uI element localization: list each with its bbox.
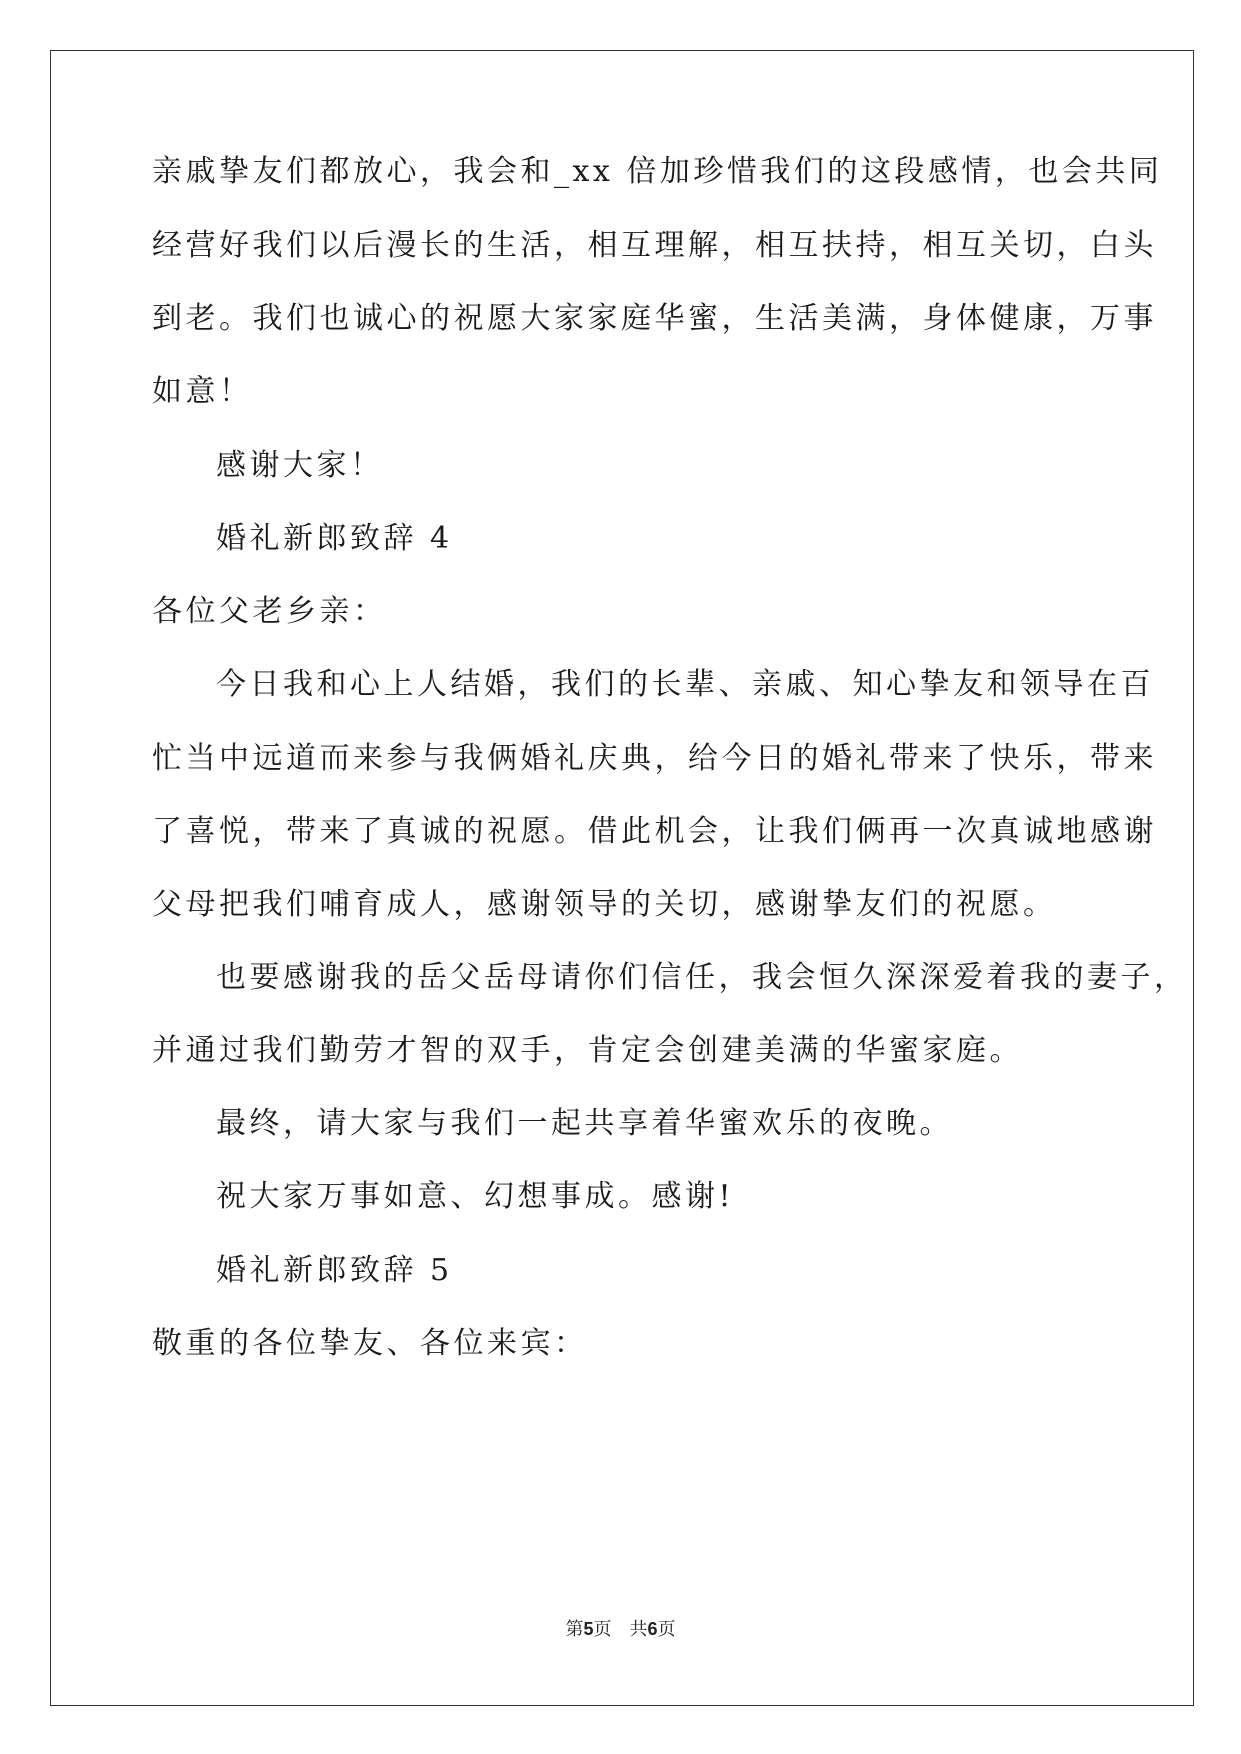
page-label-suffix: 页 [657,1619,676,1640]
current-page-number: 5 [583,1619,594,1639]
paragraph-line: 如意！ [152,374,253,409]
paragraph-line: 经营好我们以后漫长的生活，相互理解，相互扶持，相互关切，白头 [152,228,1157,263]
paragraph-line: 今日我和心上人结婚，我们的长辈、亲戚、知心挚友和领导在百 [216,667,1154,702]
page-label-prefix: 第 [565,1619,584,1640]
paragraph-line: 也要感谢我的岳父岳母请你们信任，我会恒久深深爱着我的妻子， [216,960,1188,995]
paragraph-line: 感谢大家！ [216,448,384,483]
total-page-number: 6 [647,1619,658,1639]
paragraph-line: 了喜悦，带来了真诚的祝愿。借此机会，让我们俩再一次真诚地感谢 [152,814,1157,849]
salutation: 各位父老乡亲： [152,594,387,629]
section-heading: 婚礼新郎致辞 4 [216,521,453,556]
salutation: 敬重的各位挚友、各位来宾： [152,1326,588,1361]
paragraph-line: 父母把我们哺育成人，感谢领导的关切，感谢挚友们的祝愿。 [152,887,1057,922]
paragraph-line: 并通过我们勤劳才智的双手，肯定会创建美满的华蜜家庭。 [152,1033,1023,1068]
page-footer [0,1617,1241,1642]
paragraph-line: 亲戚挚友们都放心，我会和_xx 倍加珍惜我们的这段感情，也会共同 [152,154,1163,189]
page-label-mid: 页 共 [593,1619,648,1640]
paragraph-line: 最终，请大家与我们一起共享着华蜜欢乐的夜晚。 [216,1106,953,1141]
section-heading: 婚礼新郎致辞 5 [216,1253,453,1288]
paragraph-line: 忙当中远道而来参与我俩婚礼庆典，给今日的婚礼带来了快乐，带来 [152,741,1157,776]
paragraph-line: 祝大家万事如意、幻想事成。感谢! [216,1179,735,1214]
paragraph-line: 到老。我们也诚心的祝愿大家家庭华蜜，生活美满，身体健康，万事 [152,301,1157,336]
